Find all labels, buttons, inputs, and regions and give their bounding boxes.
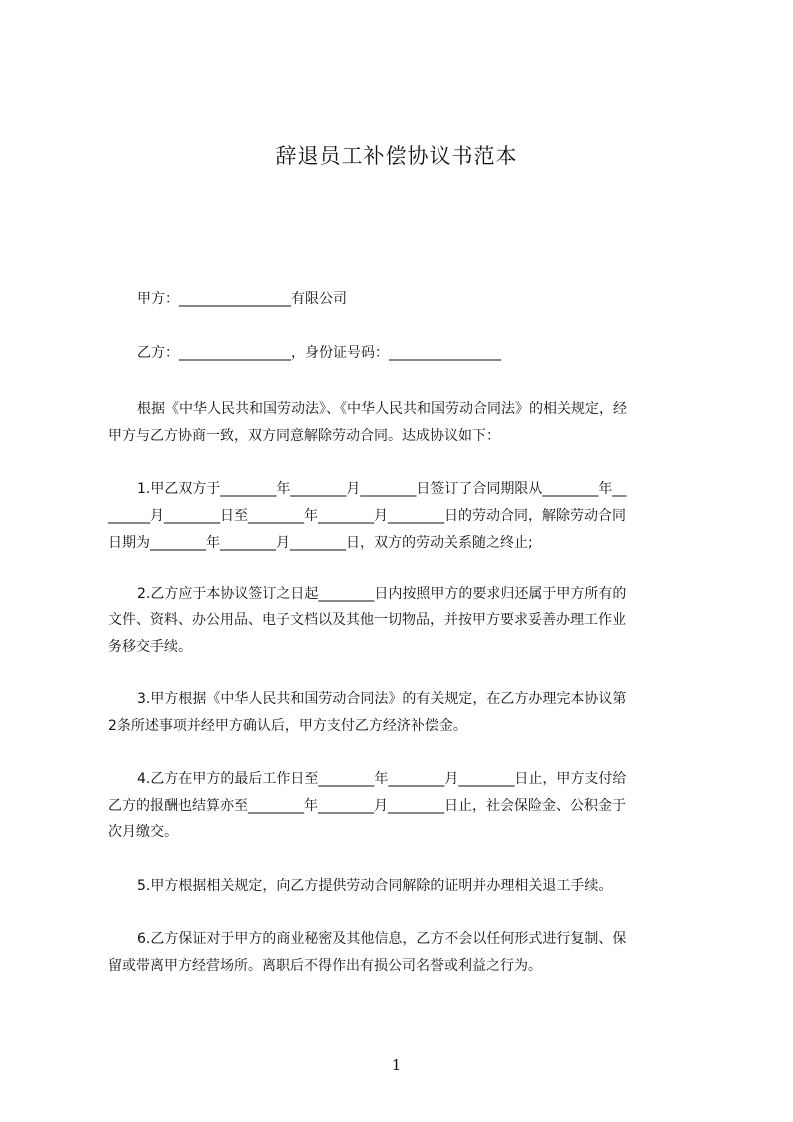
clause-1-line-3: 日期为________年________月________日，双方的劳动关系随之终止; [108, 535, 533, 551]
page-number: 1 [391, 1056, 402, 1074]
clause-1-line-1: 1.甲乙双方于________年________月________日签订了合同期限从________年__ [137, 481, 627, 497]
party-b-line: 乙方：________________，身份证号码：________________ [137, 345, 501, 361]
clause-4-line-1: 4.乙方在甲方的最后工作日至________年________月________日止，甲方支付给 [137, 771, 627, 787]
clause-2-line-1: 2.乙方应于本协议签订之日起________日内按照甲方的要求归还属于甲方所有的 [137, 586, 627, 602]
clause-5-line-1: 5.甲方根据相关规定，向乙方提供劳动合同解除的证明并办理相关退工手续。 [137, 878, 613, 894]
document-title: 辞退员工补偿协议书范本 [275, 144, 518, 168]
clause-4-line-2: 乙方的报酬也结算亦至________年________月________日止，社会保险金、公积金于 [108, 798, 626, 814]
clause-6-line-1: 6.乙方保证对于甲方的商业秘密及其他信息，乙方不会以任何形式进行复制、保 [137, 931, 627, 947]
party-a-line: 甲方：________________有限公司 [137, 291, 347, 307]
clause-4-line-3: 次月缴交。 [108, 824, 178, 840]
clause-2-line-3: 务移交手续。 [108, 639, 192, 655]
intro-line-2: 甲方与乙方协商一致，双方同意解除劳动合同。达成协议如下： [108, 428, 500, 444]
clause-3-line-2: 2条所述事项并经甲方确认后，甲方支付乙方经济补偿金。 [108, 718, 467, 734]
clause-2-line-2: 文件、资料、办公用品、电子文档以及其他一切物品，并按甲方要求妥善办理工作业 [108, 612, 626, 628]
clause-6-line-2: 留或带离甲方经营场所。离职后不得作出有损公司名誉或利益之行为。 [108, 958, 542, 974]
clause-1-line-2: ______月________日至________年________月________日的劳动合同，解除劳动合同 [108, 508, 626, 524]
clause-3-line-1: 3.甲方根据《中华人民共和国劳动合同法》的有关规定，在乙方办理完本协议第 [137, 691, 627, 707]
intro-line-1: 根据《中华人民共和国劳动法》、《中华人民共和国劳动合同法》的相关规定，经 [137, 401, 627, 417]
